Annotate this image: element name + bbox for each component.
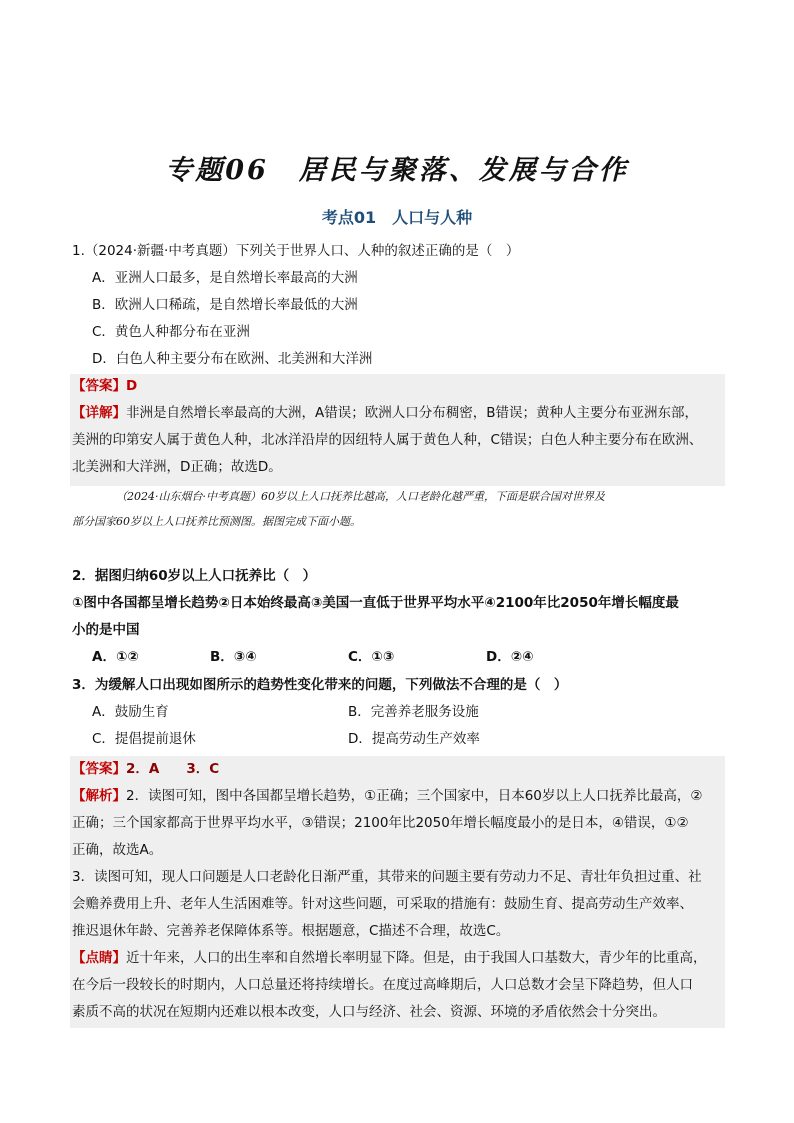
analysis-line-1 — [72, 787, 702, 805]
comment-line-3: 素质不高的状况在短期内还难以根本改变，人口与经济、社会、资源、环境的矛盾依然会十分突出。 — [72, 1004, 666, 1020]
q23-answer — [72, 760, 219, 778]
intro-line-1: （2024·山东烟台·中考真题）60岁以上人口抚养比越高，人口老龄化越严重，下面是联合国对世界及 — [116, 490, 605, 503]
q2-option-b: B．③④ — [210, 649, 257, 665]
analysis-tag: 【解析】 — [72, 788, 126, 804]
q1-option-c: C．黄色人种都分布在亚洲 — [92, 324, 250, 340]
page-title: 专题06 居民与聚落、发展与合作 — [165, 155, 629, 186]
analysis-line-6: 推迟退休年龄、完善养老保障体系等。根据题意，C描述不合理，故选C。 — [72, 923, 510, 939]
detail-tag: 【详解】 — [72, 405, 126, 421]
comment-line-2: 在今后一段较长的时期内，人口总量还将持续增长。在度过高峰期后，人口总数才会呈下降趋势，但人口 — [72, 977, 693, 993]
q1-option-a: A．亚洲人口最多，是自然增长率最高的大洲 — [92, 270, 358, 286]
q3-option-b: B．完善养老服务设施 — [348, 704, 479, 720]
analysis-line-3: 正确，故选A。 — [72, 842, 163, 858]
section-heading: 考点01 人口与人种 — [321, 208, 473, 227]
q3-option-d: D．提高劳动生产效率 — [348, 731, 480, 747]
answer-tag: 【答案】 — [72, 761, 126, 777]
answer-value: 2．A 3．C — [126, 761, 220, 777]
q2-body-line-2: 小的是中国 — [72, 622, 140, 638]
analysis-line-2: 正确；三个国家都高于世界平均水平，③错误；2100年比2050年增长幅度最小的是日本，④错误，①② — [72, 815, 689, 831]
q1-detail-line-1 — [72, 404, 698, 422]
q1-option-b: B．欧洲人口稀疏，是自然增长率最低的大洲 — [92, 297, 358, 313]
q2-option-d: D．②④ — [486, 649, 534, 665]
q2-body-line-1: ①图中各国都呈增长趋势②日本始终最高③美国一直低于世界平均水平④2100年比2050年增长幅度最 — [72, 595, 679, 611]
answer-tag: 【答案】 — [72, 378, 126, 394]
q2-option-a: A．①② — [92, 649, 139, 665]
q3-stem: 3．为缓解人口出现如图所示的趋势性变化带来的问题，下列做法不合理的是（ ） — [72, 677, 568, 693]
q2-stem: 2．据图归纳60岁以上人口抚养比（ ） — [72, 568, 317, 584]
comment-text: 近十年来，人口的出生率和自然增长率明显下降。但是，由于我国人口基数大，青少年的比重高， — [126, 950, 707, 966]
comment-tag: 【点睛】 — [72, 950, 126, 966]
intro-line-2: 部分国家60岁以上人口抚养比预测图。据图完成下面小题。 — [72, 515, 361, 528]
q1-detail-line-2: 美洲的印第安人属于黄色人种，北冰洋沿岸的因纽特人属于黄色人种，C错误；白色人种主要分布在欧洲、 — [72, 432, 703, 448]
q1-stem: 1.（2024·新疆·中考真题）下列关于世界人口、人种的叙述正确的是（ ） — [72, 243, 520, 259]
q2-option-c: C．①③ — [348, 649, 395, 665]
detail-text: 非洲是自然增长率最高的大洲，A错误；欧洲人口分布稠密，B错误；黄种人主要分布亚洲东部， — [126, 405, 698, 421]
q3-option-a: A．鼓励生育 — [92, 704, 169, 720]
analysis-text: 2．读图可知，图中各国都呈增长趋势，①正确；三个国家中，日本60岁以上人口抚养比最高，② — [126, 788, 703, 804]
q1-option-d: D．白色人种主要分布在欧洲、北美洲和大洋洲 — [92, 351, 373, 367]
answer-value: D — [126, 378, 138, 394]
q3-option-c: C．提倡提前退休 — [92, 731, 196, 747]
comment-line-1 — [72, 949, 707, 967]
analysis-line-5: 会赡养费用上升、老年人生活困难等。针对这些问题，可采取的措施有：鼓励生育、提高劳动生产效率、 — [72, 896, 693, 912]
analysis-line-4: 3．读图可知，现人口问题是人口老龄化日渐严重，其带来的问题主要有劳动力不足、青壮年负担过重、社 — [72, 869, 702, 885]
q1-answer — [72, 377, 137, 395]
q1-detail-line-3: 北美洲和大洋洲，D正确；故选D。 — [72, 459, 282, 475]
